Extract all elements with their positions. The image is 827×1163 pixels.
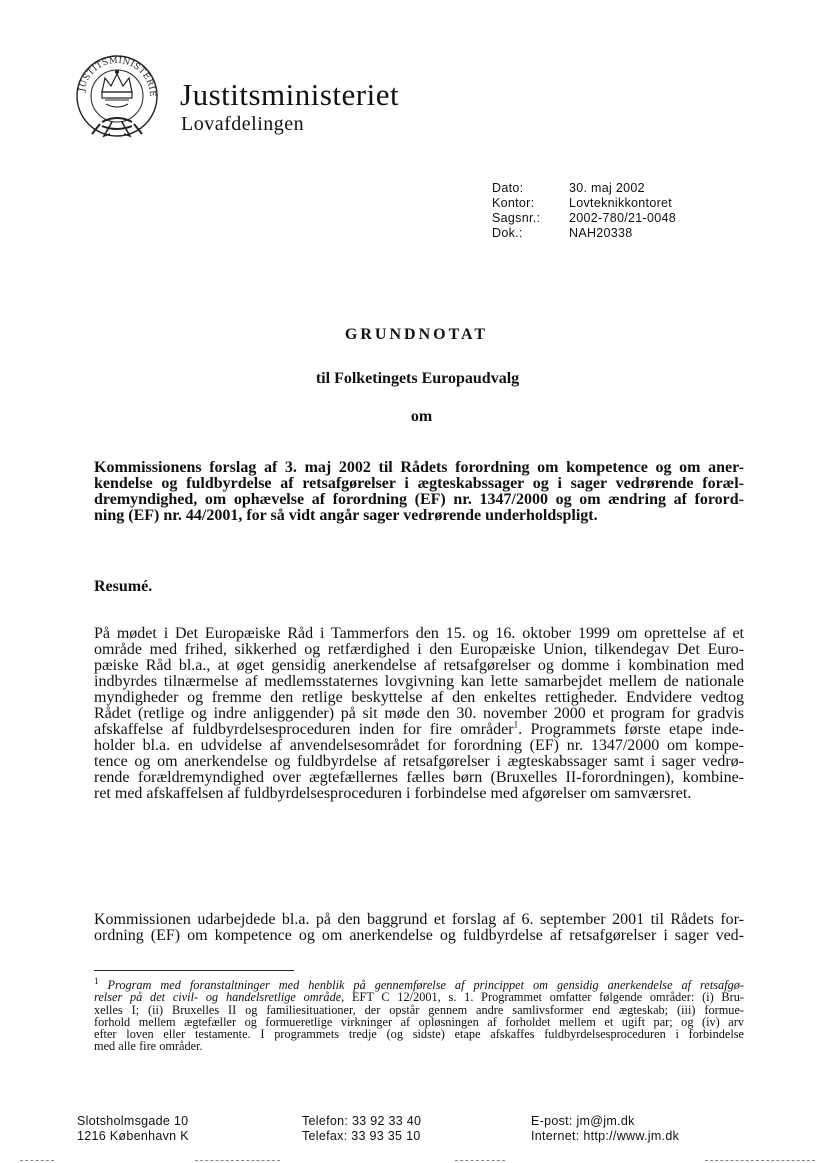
scan-mark [705,1160,815,1161]
footer-telephone: Telefon: 33 92 33 40 [302,1114,422,1128]
ministry-seal [72,52,162,144]
meta-value: Lovteknikkontoret [569,196,673,210]
paragraph-line-with-footnote [94,718,744,738]
paragraph-line: ret med afskaffelsen af fuldbyrdelsesproceduren i forbindelse med afgørelser om samværsret. [94,785,692,802]
footnote-line [94,975,744,992]
footnote-italic: Program med foranstaltninger med henblik på gennemførelse af princippet om gensidig anerkendelse af retsafgø- [107,978,744,992]
meta-date-row [492,181,676,196]
department-name: Lovafdelingen [181,113,305,135]
meta-doc-row [492,226,676,241]
document-recipient: til Folketingets Europaudvalg [315,370,520,387]
paragraph-line: myndigheder og fremme den retlige beskyttelse af den enkeltes rettigheder. Endvidere vedtog [94,689,744,706]
footer-phone [302,1114,421,1144]
footnote-text: EFT C 12/2001, s. 1. Programmet omfatter følgende områder: (i) Bru- [344,990,744,1005]
meta-label: Dok.: [492,226,523,240]
scan-mark [455,1160,505,1161]
footnote-line: xelles I; (ii) Bruxelles II og familiesituationer, der opstår gennem andre samlivsformer end ægteskab; (iii) formue- [94,1002,744,1017]
meta-value: NAH20338 [569,226,633,240]
footer-website[interactable]: Internet: http://www.jm.dk [531,1129,680,1143]
footnote-line: med alle fire områder. [94,1039,203,1054]
footnote-line: forhold mellem ægtefæller og formueretlige virkninger af opløsningen af forholdet mellem et ugift par; og (iv) arv [94,1014,744,1029]
footnote [94,975,744,1054]
resume-paragraph [94,622,744,802]
subject-line: Kommissionens forslag af 3. maj 2002 til Rådets forordning om kompetence og om aner- [94,459,744,476]
paragraph-line: ordning (EF) om kompetence og om anerkendelse og fuldbyrdelse af retsafgørelser i sager ved- [94,927,744,944]
seal-text: JUSTITSMINISTERIE [77,55,158,98]
paragraph-line: område med frihed, sikkerhed og retfærdighed i den Europæiske Union, tilkendegav Det Euro- [94,641,744,658]
footnote-number: 1 [94,975,99,986]
document-title: GRUNDNOTAT [344,326,489,343]
meta-label: Kontor: [492,196,535,210]
meta-value: 30. maj 2002 [569,181,645,195]
footer-telefax: Telefax: 33 93 35 10 [302,1129,421,1143]
meta-office-row [492,196,676,211]
meta-value: 2002-780/21-0048 [569,211,676,225]
scan-mark [20,1160,54,1161]
paragraph-line: Kommissionen udarbejdede bl.a. på den baggrund et forslag af 6. september 2001 til Rådets for- [94,911,744,928]
footnote-reference[interactable]: 1 [513,719,519,730]
meta-case-row [492,211,676,226]
body-paragraph [94,908,744,944]
footer-contact [531,1114,679,1144]
footer-address [77,1114,189,1144]
paragraph-line: På mødet i Det Europæiske Råd i Tammerfors den 15. og 16. oktober 1999 om oprettelse af et [94,625,744,642]
subject-line: dremyndighed, om ophævelse af forordning (EF) nr. 1347/2000 og om ændring af forord- [94,491,744,508]
subject-heading [94,455,744,524]
paragraph-line: Rådet (retlige og indre anliggender) på sit møde den 30. november 2000 et program for gradvis [94,705,744,722]
scan-mark [195,1160,280,1161]
footnote-divider [94,970,294,971]
resume-heading: Resumé. [94,578,153,595]
crown-seal-icon [72,52,162,144]
footer-city: 1216 København K [77,1129,189,1143]
paragraph-line: rende forældremyndighed over ægtefællernes fælles børn (Bruxelles II-forordningen), kombine- [94,769,744,786]
document-metadata [492,181,676,241]
paragraph-text: afskaffelse af fuldbyrdelsesproceduren inden for fire områder [94,721,514,738]
document-title-connector: om [410,408,433,425]
footer-email[interactable]: E-post: jm@jm.dk [531,1114,635,1128]
subject-line: kendelse og fuldbyrdelse af retsafgørelser i ægteskabssager og i sager vedrørende foræl- [94,475,744,492]
svg-text:JUSTITSMINISTERIET [72,52,157,97]
paragraph-text: . Programmets første etape inde- [518,721,744,738]
paragraph-line: indbyrdes tilnærmelse af medlemsstaternes lovgivning kan lette samarbejdet mellem de nationale [94,673,744,690]
meta-label: Dato: [492,181,524,195]
paragraph-line: holder bl.a. en udvidelse af anvendelsesområdet for forordning (EF) nr. 1347/2000 om kompe- [94,737,744,754]
footnote-italic: relser på det civil- og handelsretlige område, [94,990,345,1005]
footnote-line: efter loven eller testamente. I programmets tredje (og sidste) etape afskaffes fuldbyrdelsesproceduren i forbindelse [94,1027,744,1042]
subject-line: ning (EF) nr. 44/2001, for så vidt angår sager vedrørende underholdspligt. [94,507,598,524]
paragraph-line: tence og om anerkendelse og fuldbyrdelse af retsafgørelser i ægteskabssager samt i sager vedrø- [94,753,744,770]
meta-label: Sagsnr.: [492,211,541,225]
paragraph-line: pæiske Råd bl.a., at øget gensidig anerkendelse af retsafgørelser og domme i kombination med [94,657,744,674]
footer-street: Slotsholmsgade 10 [77,1114,189,1128]
footnote-line [94,989,744,1005]
ministry-name: Justitsministeriet [180,77,400,112]
